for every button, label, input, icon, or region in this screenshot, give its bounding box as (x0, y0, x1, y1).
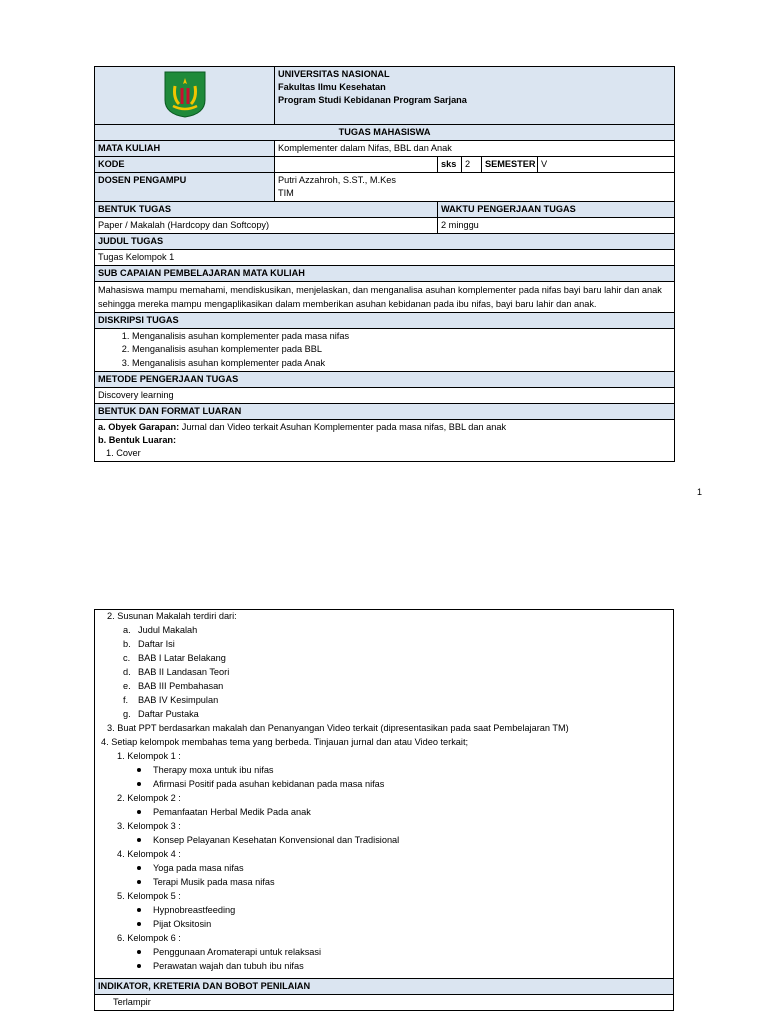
bullet-icon (137, 964, 141, 968)
list-item: Yoga pada masa nifas (153, 862, 244, 875)
luaran-cell (95, 420, 675, 462)
bentuk-tugas-value: Paper / Makalah (Hardcopy dan Softcopy) (95, 218, 438, 234)
kelompok-6-label: 6. Kelompok 6 : (117, 933, 181, 943)
form-title: TUGAS MAHASISWA (95, 125, 675, 141)
diskripsi-cell (95, 329, 675, 372)
program-name: Program Studi Kebidanan Program Sarjana (278, 95, 467, 105)
list-item: Pemanfaatan Herbal Medik Pada anak (153, 806, 311, 819)
list-item: Terapi Musik pada masa nifas (153, 876, 275, 889)
university-logo (163, 70, 207, 118)
indikator-section (94, 978, 674, 1011)
luaran-item-cover: 1. Cover (106, 448, 141, 459)
continuation-box (94, 609, 674, 981)
kelompok-5-label: 5. Kelompok 5 : (117, 891, 181, 901)
judul-value: Tugas Kelompok 1 (95, 250, 675, 266)
list-item: b. Daftar Isi (123, 639, 175, 649)
institution-cell (275, 67, 675, 125)
faculty-name: Fakultas Ilmu Kesehatan (278, 82, 386, 92)
dosen-team: TIM (278, 188, 294, 198)
assignment-form (94, 66, 674, 462)
bentuk-luaran-label: b. Bentuk Luaran: (98, 435, 177, 446)
waktu-label: WAKTU PENGERJAAN TUGAS (438, 202, 675, 218)
list-item: Perawatan wajah dan tubuh ibu nifas (153, 960, 304, 973)
kelompok-1-label: 1. Kelompok 1 : (117, 751, 181, 761)
dosen-value (275, 173, 675, 202)
semester-value: V (538, 157, 675, 173)
kelompok-2-label: 2. Kelompok 2 : (117, 793, 181, 803)
sks-value: 2 (462, 157, 482, 173)
kode-value (275, 157, 438, 173)
list-item: 1. Menganalisis asuhan komplementer pada masa nifas (132, 330, 671, 343)
obyek-label: a. Obyek Garapan: (98, 422, 180, 433)
indikator-value: Terlampir (95, 995, 674, 1011)
obyek-value: Jurnal dan Video terkait Asuhan Komplementer pada masa nifas, BBL dan anak (179, 422, 507, 433)
diskripsi-list (98, 330, 671, 370)
mata-kuliah-value: Komplementer dalam Nifas, BBL dan Anak (275, 141, 675, 157)
obyek-line (98, 421, 671, 434)
list-item: Afirmasi Positif pada asuhan kebidanan pada masa nifas (153, 778, 384, 791)
list-item: e. BAB III Pembahasan (123, 681, 224, 691)
kelompok-instruction: 4. Setiap kelompok membahas tema yang berbeda. Tinjauan jurnal dan atau Video terkait; (101, 737, 469, 747)
waktu-value: 2 minggu (438, 218, 675, 234)
bullet-icon (137, 810, 141, 814)
bullet-icon (137, 908, 141, 912)
dosen-name: Putri Azzahroh, S.ST., M.Kes (278, 175, 396, 185)
sub-capaian-label: SUB CAPAIAN PEMBELAJARAN MATA KULIAH (95, 266, 675, 282)
list-item: Penggunaan Aromaterapi untuk relaksasi (153, 946, 321, 959)
list-item: 3. Menganalisis asuhan komplementer pada Anak (132, 357, 671, 370)
list-item: Therapy moxa untuk ibu nifas (153, 764, 274, 777)
ppt-instruction: 3. Buat PPT berdasarkan makalah dan Penanyangan Video terkait (dipresentasikan pada saat Pembelajaran TM) (107, 723, 569, 733)
judul-label: JUDUL TUGAS (95, 234, 675, 250)
form-table (94, 66, 675, 462)
susunan-heading: 2. Susunan Makalah terdiri dari: (107, 611, 237, 621)
indikator-table (94, 978, 674, 1011)
list-item: g. Daftar Pustaka (123, 709, 199, 719)
sub-capaian-value: Mahasiswa mampu memahami, mendiskusikan, menjelaskan, dan menganalisa asuhan komplementer pada nifas bayi baru lahir dan anak sehingga mereka mampu mengaplikasikan dalam memberikan asuhan kebidanan pada ibu nifas, bayi baru lahir dan anak. (95, 282, 675, 313)
metode-value: Discovery learning (95, 388, 675, 404)
university-name: UNIVERSITAS NASIONAL (278, 69, 390, 79)
diskripsi-label: DISKRIPSI TUGAS (95, 313, 675, 329)
mata-kuliah-label: MATA KULIAH (95, 141, 275, 157)
kelompok-4-label: 4. Kelompok 4 : (117, 849, 181, 859)
dosen-label: DOSEN PENGAMPU (95, 173, 275, 202)
list-item: d. BAB II Landasan Teori (123, 667, 230, 677)
list-item: f. BAB IV Kesimpulan (123, 695, 219, 705)
logo-cell (95, 67, 275, 125)
luaran-label: BENTUK DAN FORMAT LUARAN (95, 404, 675, 420)
bullet-icon (137, 866, 141, 870)
list-item: 2. Menganalisis asuhan komplementer pada BBL (132, 343, 671, 356)
bullet-icon (137, 880, 141, 884)
bullet-icon (137, 838, 141, 842)
kode-label: KODE (95, 157, 275, 173)
list-item: Pijat Oksitosin (153, 918, 211, 931)
list-item: Hypnobreastfeeding (153, 904, 235, 917)
semester-label: SEMESTER (482, 157, 538, 173)
metode-label: METODE PENGERJAAN TUGAS (95, 372, 675, 388)
bullet-icon (137, 782, 141, 786)
page-number: 1 (697, 487, 703, 497)
indikator-label: INDIKATOR, KRETERIA DAN BOBOT PENILAIAN (95, 979, 674, 995)
list-item: Konsep Pelayanan Kesehatan Konvensional dan Tradisional (153, 834, 399, 847)
bullet-icon (137, 950, 141, 954)
list-item: a. Judul Makalah (123, 625, 198, 635)
bullet-icon (137, 922, 141, 926)
sks-label: sks (438, 157, 462, 173)
bullet-icon (137, 768, 141, 772)
bentuk-tugas-label: BENTUK TUGAS (95, 202, 438, 218)
kelompok-3-label: 3. Kelompok 3 : (117, 821, 181, 831)
list-item: c. BAB I Latar Belakang (123, 653, 226, 663)
